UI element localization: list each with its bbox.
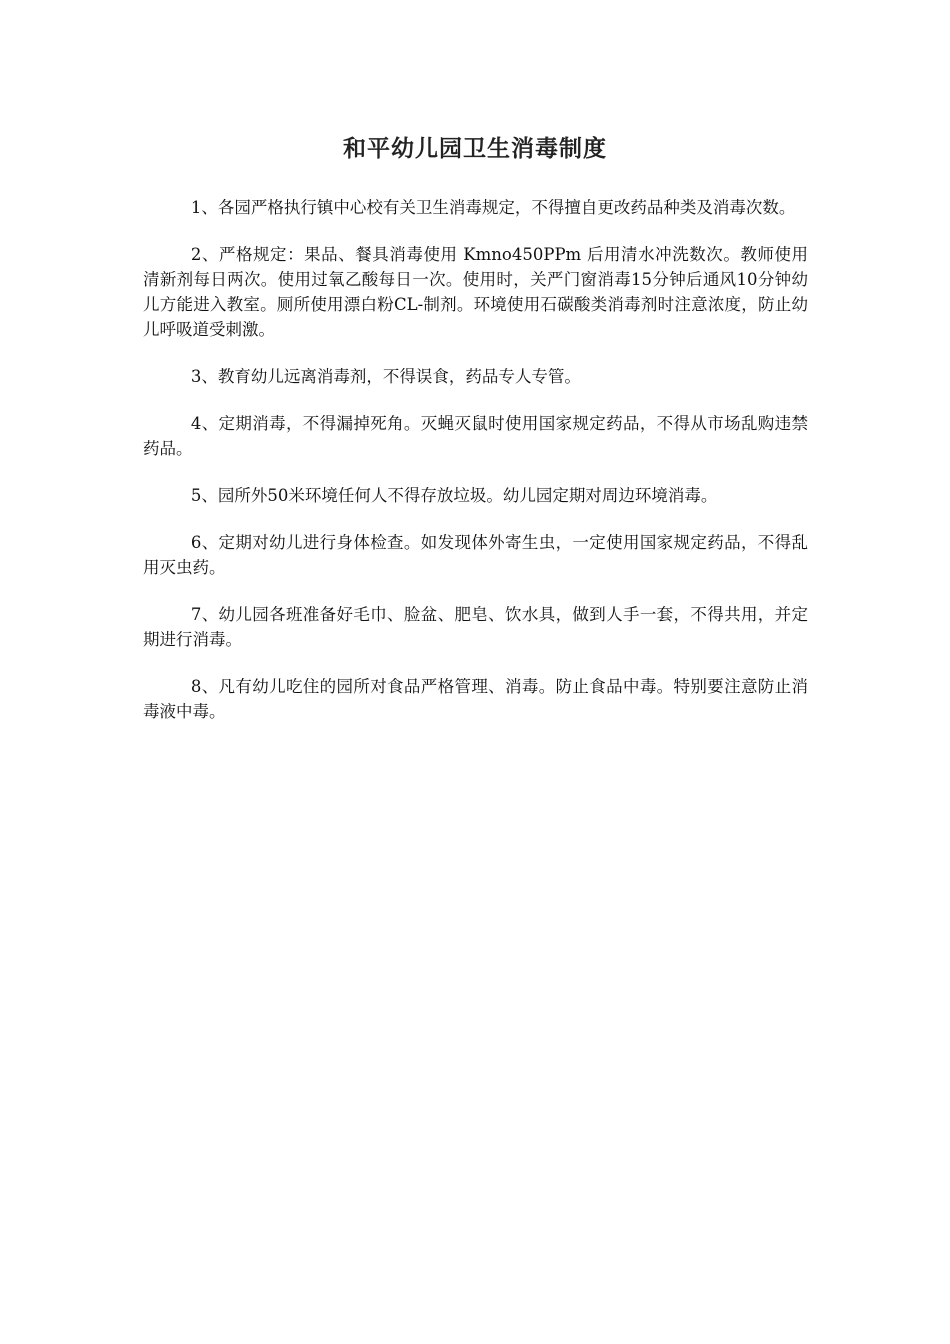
rule-paragraph-1: 1、各园严格执行镇中心校有关卫生消毒规定，不得擅自更改药品种类及消毒次数。 bbox=[190, 198, 796, 217]
document-body bbox=[143, 195, 808, 746]
document-title: 和平幼儿园卫生消毒制度 bbox=[343, 136, 607, 162]
rule-paragraph-6: 6、定期对幼儿进行身体检查。如发现体外寄生虫，一定使用国家规定药品，不得乱用灭虫药。 bbox=[143, 533, 808, 577]
rule-paragraph-3: 3、教育幼儿远离消毒剂，不得误食，药品专人专管。 bbox=[190, 367, 581, 386]
rule-paragraph-4: 4、定期消毒，不得漏掉死角。灭蝇灭鼠时使用国家规定药品，不得从市场乱购违禁药品。 bbox=[143, 414, 808, 458]
rule-paragraph-2: 2、严格规定：果品、餐具消毒使用 Kmno450PPm 后用清水冲洗数次。教师使用清新剂每日两次。使用过氧乙酸每日一次。使用时，关严门窗消毒15分钟后通风10分钟幼儿方能进入教室。厕所使用漂白粉CL-制剂。环境使用石碳酸类消毒剂时注意浓度，防止幼儿呼吸道受刺激。 bbox=[143, 245, 808, 339]
rule-paragraph-8: 8、凡有幼儿吃住的园所对食品严格管理、消毒。防止食品中毒。特别要注意防止消毒液中毒。 bbox=[143, 677, 808, 721]
rule-paragraph-7: 7、幼儿园各班准备好毛巾、脸盆、肥皂、饮水具，做到人手一套，不得共用，并定期进行消毒。 bbox=[143, 605, 808, 649]
rule-paragraph-5: 5、园所外50米环境任何人不得存放垃圾。幼儿园定期对周边环境消毒。 bbox=[190, 486, 718, 505]
